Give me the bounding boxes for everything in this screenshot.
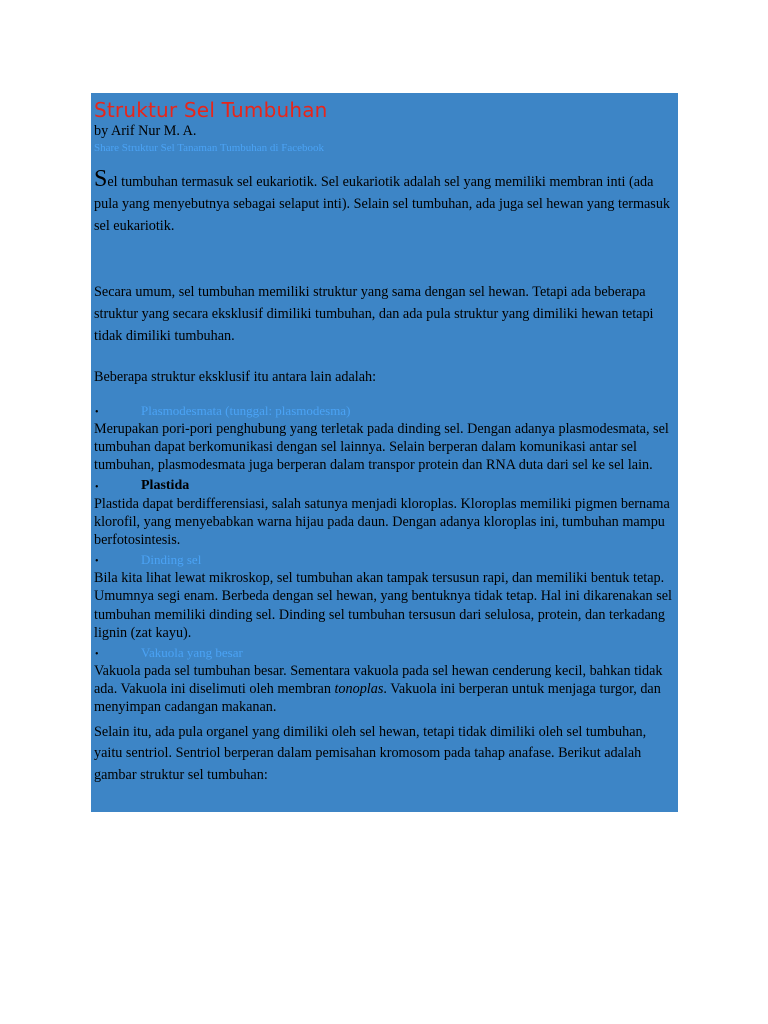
list-item-plastida [94, 477, 675, 550]
item-title-plastida: Plastida [141, 477, 190, 493]
item-body-dinding-sel: Bila kita lihat lewat mikroskop, sel tumbuhan akan tampak tersusun rapi, dan memiliki bentuk tetap. Umumnya segi enam. Berbeda dengan sel hewan, yang bentuknya tidak tetap. Hal ini dikarenakan sel tumbuhan memiliki dinding sel. Dinding sel tumbuhan tersusun dari selulosa, protein, dan terkadang lignin (zat kayu). [94, 570, 672, 641]
item-body-plasmodesmata: Merupakan pori-pori penghubung yang terletak pada dinding sel. Dengan adanya plasmodesmata, sel tumbuhan dapat berkomunikasi dengan sel lainnya. Selain berperan dalam komunikasi antar sel tumbuhan, plasmodesmata juga berperan dalam transpor protein dan RNA duta dari sel ke sel lain. [94, 421, 669, 474]
item-body-vakuola-text-end: . Vakuola ini berperan untuk menjaga turgor, dan menyimpan cadangan makanan. [94, 681, 661, 716]
list-item-vakuola [94, 644, 675, 717]
bullet-icon: • [95, 481, 99, 493]
author-byline: by Arif Nur M. A. [94, 123, 197, 139]
bullet-icon: • [95, 407, 99, 418]
list-item-dinding-sel [94, 551, 675, 642]
intro-dropcap: S [94, 166, 108, 192]
item-title-link-dinding-sel[interactable]: Dinding sel [141, 552, 202, 568]
item-body-vakuola-text: Vakuola pada sel tumbuhan besar. Sementara vakuola pada sel hewan cenderung kecil, bahkan tidak ada. Vakuola ini diselimuti oleh membran [94, 663, 663, 698]
paragraph-sentriol: Selain itu, ada pula organel yang dimiliki oleh sel hewan, tetapi tidak dimiliki oleh sel tumbuhan, yaitu sentriol. Sentriol berperan dalam pemisahan kromosom pada tahap anafase. Berikut adalah gambar struktur sel tumbuhan: [94, 723, 647, 783]
intro-paragraph [94, 166, 675, 237]
item-title-link-vakuola[interactable]: Vakuola yang besar [141, 645, 243, 661]
item-body-plastida: Plastida dapat berdifferensiasi, salah satunya menjadi kloroplas. Kloroplas memiliki pigmen bernama klorofil, yang menyebabkan warna hijau pada daun. Dengan adanya kloroplas ini, tumbuhan mampu berfotosintesis. [94, 495, 670, 549]
list-item-plasmodesmata [94, 402, 675, 475]
item-body-vakuola [94, 662, 675, 717]
paragraph-exclusive-intro: Beberapa struktur eksklusif itu antara lain adalah: [94, 369, 377, 385]
bullet-icon: • [95, 649, 99, 661]
item-title-link-plasmodesmata[interactable]: Plasmodesmata (tunggal: plasmodesma) [141, 403, 351, 418]
article-block [91, 93, 678, 812]
article-title: Struktur Sel Tumbuhan [94, 98, 328, 122]
intro-text: el tumbuhan termasuk sel eukariotik. Sel eukariotik adalah sel yang memiliki membran inti (ada pula yang menyebutnya sebagai selaput inti). Selain sel tumbuhan, ada juga sel hewan yang termasuk sel eukariotik. [94, 174, 671, 234]
share-link-text[interactable]: Share Struktur Sel Tanaman Tumbuhan di Facebook [94, 142, 325, 154]
bullet-icon: • [95, 556, 99, 568]
item-body-vakuola-italic: tonoplas [334, 681, 384, 698]
paragraph-structure-comparison: Secara umum, sel tumbuhan memiliki struktur yang sama dengan sel hewan. Tetapi ada beberapa struktur yang secara eksklusif dimiliki tumbuhan, dan ada pula struktur yang dimiliki hewan tetapi tidak dimiliki tumbuhan. [94, 284, 654, 344]
share-link[interactable] [94, 140, 675, 157]
